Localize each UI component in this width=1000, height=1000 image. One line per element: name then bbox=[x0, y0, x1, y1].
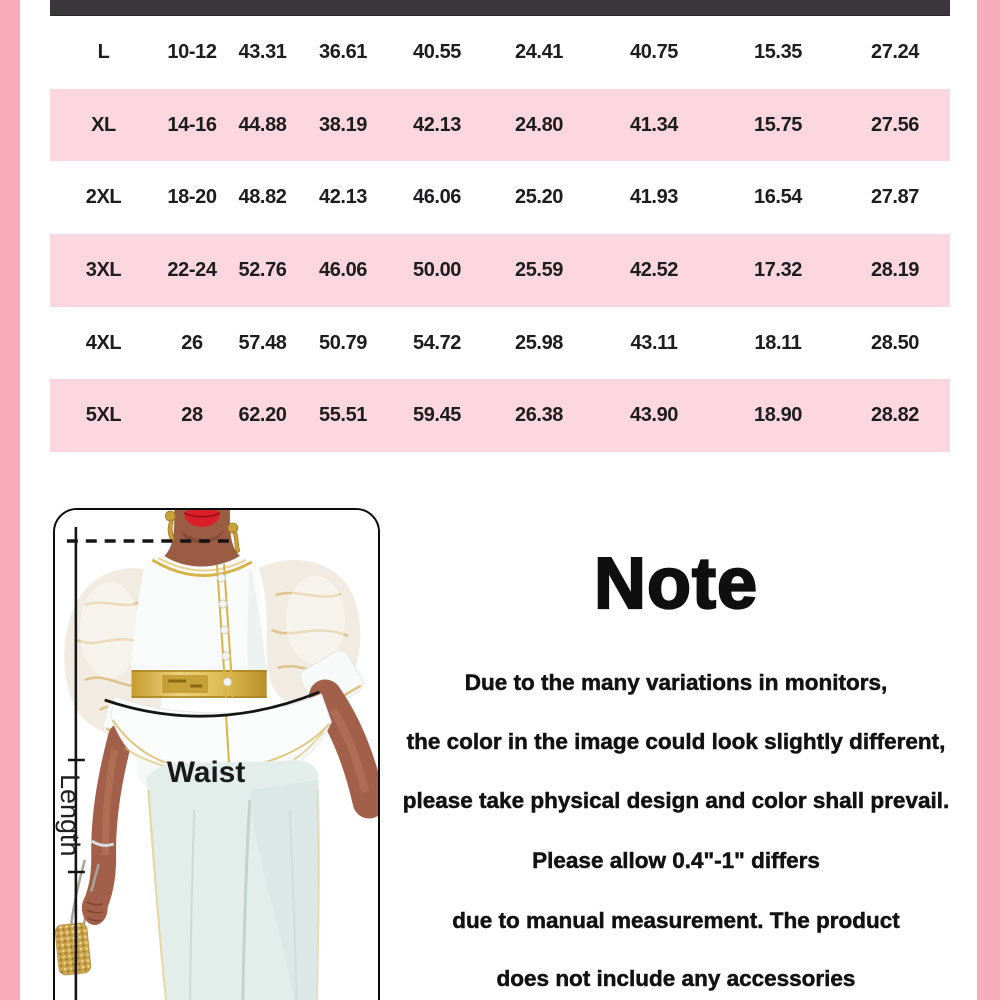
measurement-cell: 24.41 bbox=[514, 40, 564, 63]
note-line: the color in the image could look slightly different, bbox=[406, 729, 946, 754]
measurement-cell: 15.75 bbox=[753, 113, 803, 136]
measurement-cell: 36.61 bbox=[318, 40, 368, 63]
measurement-cell: 50.79 bbox=[318, 331, 368, 354]
measurement-cell: 28.82 bbox=[870, 404, 920, 427]
gold-belt bbox=[132, 670, 267, 698]
us-size-cell: 22-24 bbox=[167, 258, 217, 281]
measurement-cell: 48.82 bbox=[238, 186, 287, 209]
measurement-cell: 17.32 bbox=[753, 258, 803, 281]
us-size-cell: 10-12 bbox=[167, 40, 217, 63]
blouse-torso bbox=[131, 552, 268, 672]
measurement-cell: 42.13 bbox=[412, 113, 462, 136]
note-title: Note bbox=[594, 544, 758, 624]
measurement-cell: 40.75 bbox=[629, 40, 679, 63]
note-line: due to manual measurement. The product bbox=[452, 908, 900, 933]
us-size-cell: 18-20 bbox=[167, 186, 217, 209]
measurement-cell: 16.54 bbox=[753, 186, 803, 209]
measurement-cell: 18.11 bbox=[754, 331, 802, 354]
measurement-cell: 54.72 bbox=[412, 331, 462, 354]
measurement-cell: 25.20 bbox=[514, 186, 564, 209]
measurement-cell: 15.35 bbox=[753, 40, 803, 63]
model-measurement-illustration bbox=[55, 510, 378, 1000]
measurement-cell: 43.31 bbox=[238, 40, 287, 63]
measurement-cell: 55.51 bbox=[318, 404, 368, 427]
model-head bbox=[164, 510, 240, 567]
size-cell: XL bbox=[91, 113, 116, 136]
length-label: Length bbox=[55, 774, 85, 857]
measurement-cell: 42.52 bbox=[629, 258, 679, 281]
measurement-cell: 41.34 bbox=[629, 113, 679, 136]
measurement-cell: 27.56 bbox=[870, 113, 920, 136]
product-image-card bbox=[53, 508, 380, 1000]
measurement-cell: 52.76 bbox=[238, 258, 287, 281]
measurement-cell: 42.13 bbox=[318, 186, 368, 209]
note-line: Please allow 0.4"-1" differs bbox=[532, 848, 820, 873]
measurement-cell: 50.00 bbox=[412, 258, 462, 281]
us-size-cell: 28 bbox=[181, 404, 203, 427]
pants bbox=[146, 760, 319, 1000]
size-cell: 3XL bbox=[85, 258, 122, 281]
measurement-cell: 46.06 bbox=[412, 186, 462, 209]
size-cell: 2XL bbox=[85, 186, 122, 209]
note-line: please take physical design and color shall prevail. bbox=[402, 788, 950, 813]
size-cell: L bbox=[97, 40, 110, 63]
measurement-cell: 24.80 bbox=[514, 113, 564, 136]
us-size-cell: 14-16 bbox=[167, 113, 217, 136]
measurement-cell: 27.24 bbox=[870, 40, 920, 63]
measurement-cell: 57.48 bbox=[238, 331, 287, 354]
note-line: does not include any accessories bbox=[496, 966, 856, 991]
measurement-cell: 26.38 bbox=[514, 404, 564, 427]
measurement-cell: 27.87 bbox=[870, 186, 920, 209]
measurement-cell: 40.55 bbox=[412, 40, 462, 63]
measurement-cell: 44.88 bbox=[238, 113, 287, 136]
us-size-cell: 26 bbox=[181, 331, 203, 354]
note-line: Due to the many variations in monitors, bbox=[464, 670, 888, 695]
measurement-cell: 25.59 bbox=[514, 258, 564, 281]
size-cell: 5XL bbox=[85, 404, 122, 427]
measurement-cell: 43.11 bbox=[630, 331, 678, 354]
measurement-cell: 62.20 bbox=[238, 404, 287, 427]
measurement-cell: 38.19 bbox=[318, 113, 368, 136]
measurement-cell: 43.90 bbox=[629, 404, 679, 427]
measurement-cell: 46.06 bbox=[318, 258, 368, 281]
measurement-cell: 41.93 bbox=[629, 186, 679, 209]
measurement-cell: 28.19 bbox=[870, 258, 920, 281]
right-pink-border bbox=[977, 0, 1000, 1000]
measurement-cell: 25.98 bbox=[514, 331, 564, 354]
waist-label: Waist bbox=[166, 755, 246, 790]
measurement-cell: 59.45 bbox=[412, 404, 462, 427]
note-section bbox=[380, 0, 972, 1000]
measurement-cell: 28.50 bbox=[870, 331, 920, 354]
size-cell: 4XL bbox=[85, 331, 122, 354]
measurement-cell: 18.90 bbox=[753, 404, 803, 427]
left-pink-border bbox=[0, 0, 20, 1000]
